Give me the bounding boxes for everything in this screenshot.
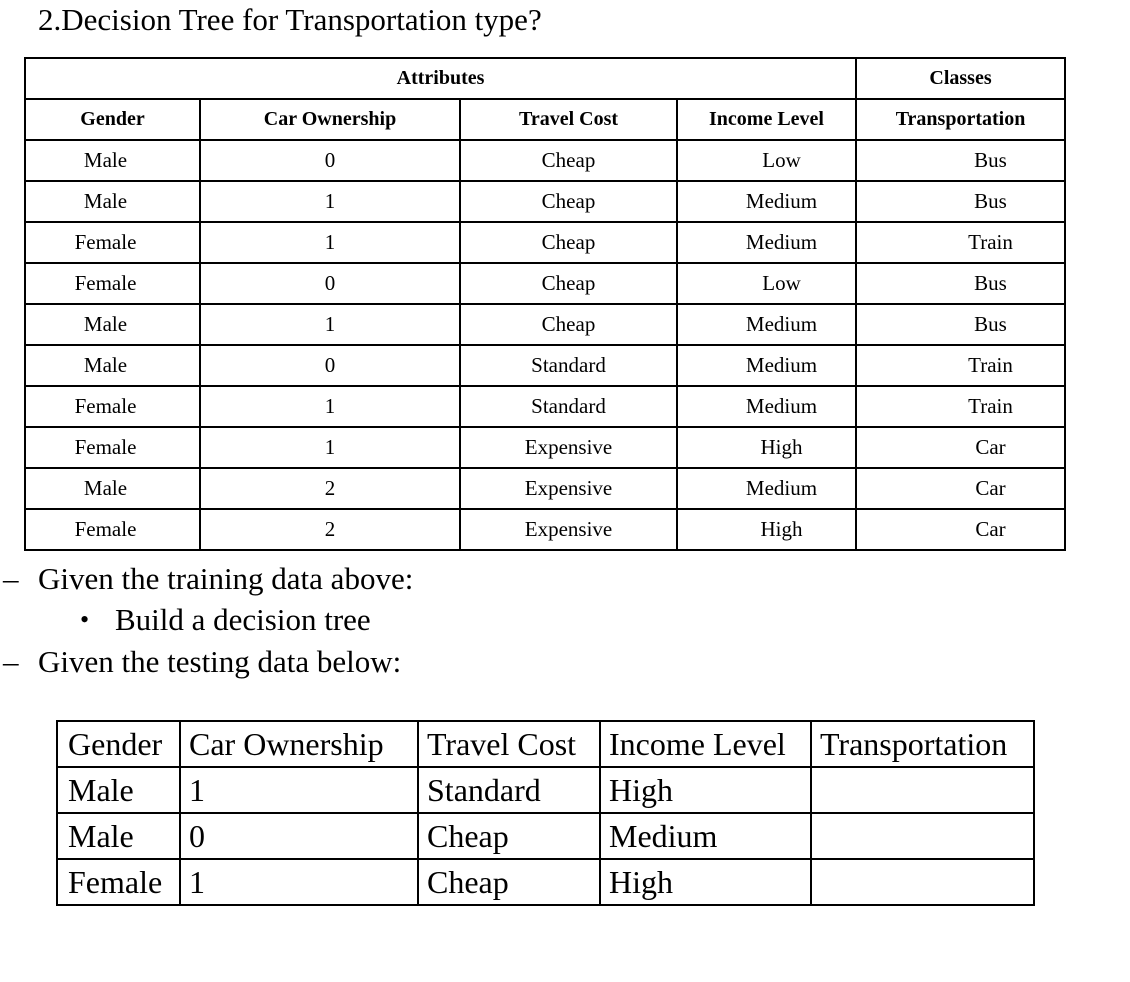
group-header-row — [25, 58, 1065, 99]
cell-transportation: Train — [856, 386, 1065, 427]
table-row — [25, 427, 1065, 468]
col-header-income-level: Income Level — [600, 721, 811, 767]
cell-car-ownership: 1 — [180, 767, 418, 813]
table-row — [57, 767, 1034, 813]
cell-travel-cost: Expensive — [460, 509, 677, 550]
table-row — [25, 468, 1065, 509]
table-row — [57, 813, 1034, 859]
cell-gender: Female — [25, 263, 200, 304]
cell-gender: Female — [25, 222, 200, 263]
attributes-header: Attributes — [25, 58, 856, 99]
cell-travel-cost: Cheap — [460, 140, 677, 181]
col-header-transportation: Transportation — [811, 721, 1034, 767]
cell-income-level: High — [677, 427, 856, 468]
cell-income-level: Medium — [677, 345, 856, 386]
cell-travel-cost: Standard — [460, 386, 677, 427]
cell-transportation: Train — [856, 345, 1065, 386]
cell-income-level: Medium — [677, 304, 856, 345]
cell-car-ownership: 1 — [200, 181, 460, 222]
cell-travel-cost: Cheap — [418, 859, 600, 905]
cell-transportation: Car — [856, 468, 1065, 509]
cell-gender: Female — [25, 509, 200, 550]
table-row — [25, 222, 1065, 263]
column-header-row — [57, 721, 1034, 767]
table-row — [25, 386, 1065, 427]
table-row — [25, 181, 1065, 222]
cell-travel-cost: Cheap — [418, 813, 600, 859]
cell-transportation: Train — [856, 222, 1065, 263]
cell-car-ownership: 1 — [180, 859, 418, 905]
cell-gender: Male — [25, 181, 200, 222]
cell-transportation: Bus — [856, 304, 1065, 345]
cell-travel-cost: Expensive — [460, 427, 677, 468]
cell-car-ownership: 2 — [200, 468, 460, 509]
cell-income-level: Low — [677, 140, 856, 181]
bullet-marker: • — [80, 605, 90, 634]
cell-gender: Male — [25, 468, 200, 509]
column-header-row — [25, 99, 1065, 140]
cell-income-level: High — [600, 767, 811, 813]
cell-travel-cost: Standard — [460, 345, 677, 386]
table-row — [57, 859, 1034, 905]
cell-travel-cost: Cheap — [460, 263, 677, 304]
instruction-text: Given the training data above: — [38, 561, 414, 596]
cell-car-ownership: 1 — [200, 222, 460, 263]
cell-gender: Male — [25, 345, 200, 386]
cell-car-ownership: 1 — [200, 427, 460, 468]
cell-transportation-blank — [811, 859, 1034, 905]
dash-marker: – — [3, 644, 19, 679]
cell-gender: Male — [57, 767, 180, 813]
cell-transportation: Bus — [856, 263, 1065, 304]
cell-transportation-blank — [811, 813, 1034, 859]
cell-car-ownership: 0 — [200, 140, 460, 181]
cell-transportation: Bus — [856, 140, 1065, 181]
cell-gender: Female — [25, 386, 200, 427]
cell-income-level: High — [600, 859, 811, 905]
table-row — [25, 140, 1065, 181]
cell-transportation: Bus — [856, 181, 1065, 222]
col-header-travel-cost: Travel Cost — [460, 99, 677, 140]
cell-car-ownership: 2 — [200, 509, 460, 550]
training-data-table — [24, 57, 1066, 551]
cell-income-level: Medium — [600, 813, 811, 859]
table-row — [25, 345, 1065, 386]
table-row — [25, 509, 1065, 550]
cell-gender: Female — [57, 859, 180, 905]
cell-gender: Male — [25, 140, 200, 181]
col-header-transportation: Transportation — [856, 99, 1065, 140]
table-row — [25, 263, 1065, 304]
col-header-income-level: Income Level — [677, 99, 856, 140]
classes-header: Classes — [856, 58, 1065, 99]
col-header-gender: Gender — [57, 721, 180, 767]
page-title: 2.Decision Tree for Transportation type? — [38, 2, 542, 37]
cell-car-ownership: 1 — [200, 386, 460, 427]
cell-income-level: Medium — [677, 386, 856, 427]
table-row — [25, 304, 1065, 345]
cell-car-ownership: 0 — [180, 813, 418, 859]
cell-travel-cost: Cheap — [460, 181, 677, 222]
testing-data-table — [56, 720, 1035, 906]
col-header-gender: Gender — [25, 99, 200, 140]
cell-gender: Female — [25, 427, 200, 468]
cell-income-level: Medium — [677, 181, 856, 222]
col-header-travel-cost: Travel Cost — [418, 721, 600, 767]
cell-income-level: Medium — [677, 222, 856, 263]
col-header-car-ownership: Car Ownership — [200, 99, 460, 140]
instruction-text: Given the testing data below: — [38, 644, 402, 679]
cell-travel-cost: Cheap — [460, 222, 677, 263]
cell-transportation-blank — [811, 767, 1034, 813]
cell-income-level: High — [677, 509, 856, 550]
cell-gender: Male — [25, 304, 200, 345]
col-header-car-ownership: Car Ownership — [180, 721, 418, 767]
cell-car-ownership: 0 — [200, 345, 460, 386]
cell-gender: Male — [57, 813, 180, 859]
cell-travel-cost: Standard — [418, 767, 600, 813]
cell-car-ownership: 0 — [200, 263, 460, 304]
cell-transportation: Car — [856, 509, 1065, 550]
cell-income-level: Medium — [677, 468, 856, 509]
instruction-text: Build a decision tree — [115, 602, 371, 637]
cell-travel-cost: Expensive — [460, 468, 677, 509]
cell-car-ownership: 1 — [200, 304, 460, 345]
cell-transportation: Car — [856, 427, 1065, 468]
dash-marker: – — [3, 561, 19, 596]
cell-income-level: Low — [677, 263, 856, 304]
cell-travel-cost: Cheap — [460, 304, 677, 345]
